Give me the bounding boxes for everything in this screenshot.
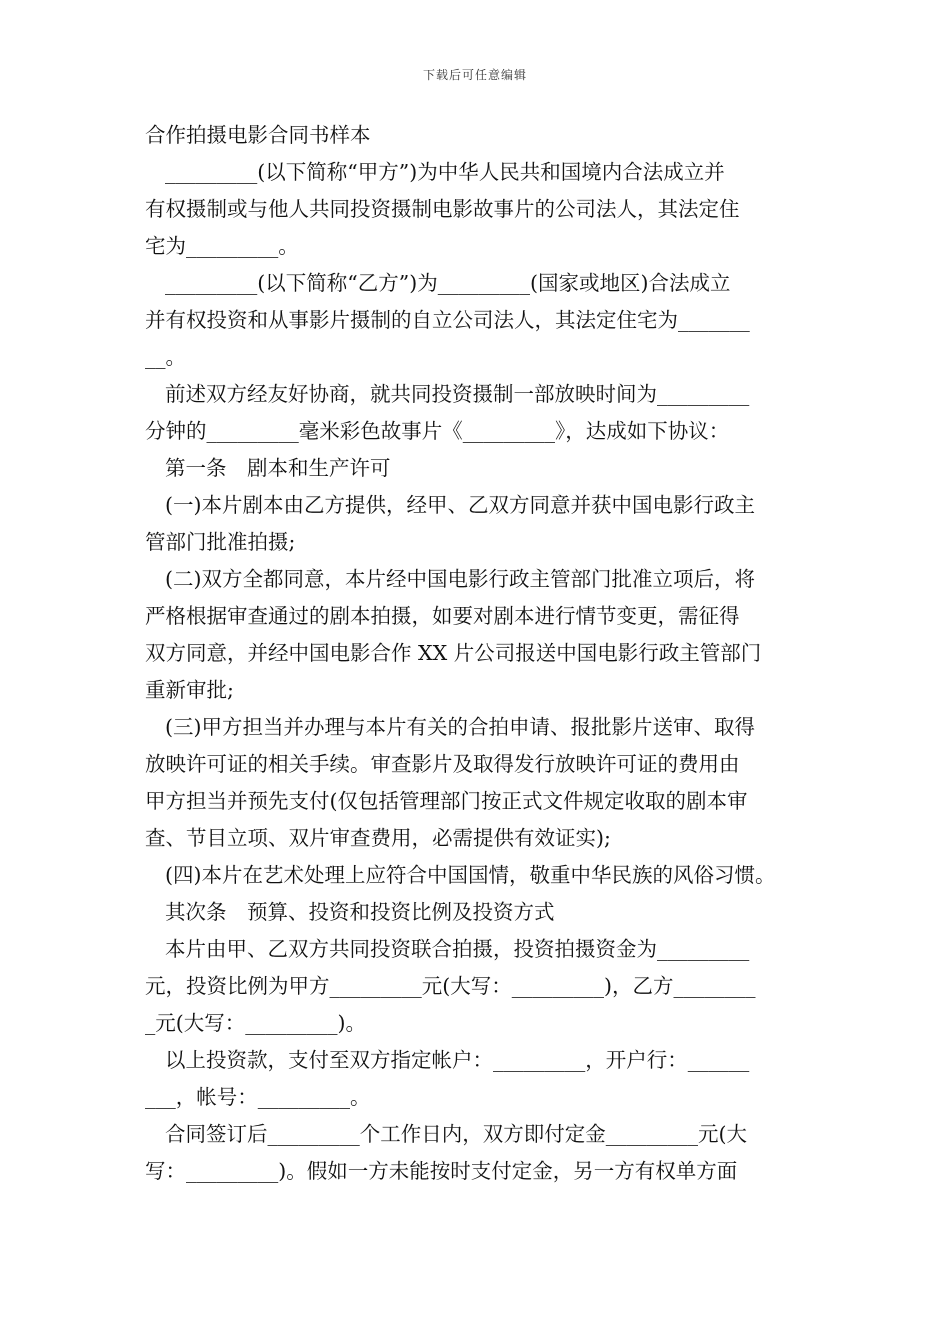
text-line: 本片由甲、乙双方共同投资联合拍摄，投资拍摄资金为_________ (165, 937, 750, 961)
text-line: _元(大写：_________)。 (145, 1011, 366, 1035)
text-line: 有权摄制或与他人共同投资摄制电影故事片的公司法人，其法定住 (145, 197, 740, 221)
text-line: _________(以下简称“甲方”)为中华人民共和国境内合法成立并 (165, 160, 725, 184)
text-line: 第一条 剧本和生产许可 (165, 456, 391, 480)
page-header: 下载后可任意编辑 (422, 68, 527, 82)
text-line: _________(以下简称“乙方”)为_________(国家或地区)合法成立 (165, 271, 731, 295)
text-line: 其次条 预算、投资和投资比例及投资方式 (165, 900, 555, 924)
text-line: 分钟的_________毫米彩色故事片《_________》，达成如下协议： (145, 419, 730, 443)
document-title: 合作拍摄电影合同书样本 (145, 123, 371, 147)
text-line: 甲方担当并预先支付(仅包括管理部门按正式文件规定收取的剧本审 (145, 789, 748, 813)
text-line: 并有权投资和从事影片摄制的自立公司法人，其法定住宅为_______ (145, 308, 750, 332)
text-line: ___，帐号：_________。 (145, 1085, 371, 1109)
text-line: 管部门批准拍摄; (145, 530, 296, 554)
text-line: 双方同意，并经中国电影合作 XX 片公司报送中国电影行政主管部门 (145, 641, 762, 665)
text-line: 元，投资比例为甲方_________元(大写：_________)，乙方________ (145, 974, 756, 998)
text-line: (二)双方全都同意，本片经中国电影行政主管部门批准立项后，将 (165, 567, 755, 591)
text-line: 查、节目立项、双片审查费用，必需提供有效证实); (145, 826, 611, 850)
text-line: (一)本片剧本由乙方提供，经甲、乙双方同意并获中国电影行政主 (165, 493, 755, 517)
text-line: 合同签订后_________个工作日内，双方即付定金_________元(大 (165, 1122, 747, 1146)
text-line: 严格根据审查通过的剧本拍摄，如要对剧本进行情节变更，需征得 (145, 604, 740, 628)
text-line: 写：_________)。假如一方未能按时支付定金，另一方有权单方面 (145, 1159, 738, 1183)
text-line: __。 (145, 345, 186, 369)
contract-body (145, 117, 810, 1190)
text-line: 前述双方经友好协商，就共同投资摄制一部放映时间为_________ (165, 382, 750, 406)
text-line: 宅为_________。 (145, 234, 299, 258)
text-line: (四)本片在艺术处理上应符合中国国情，敬重中华民族的风俗习惯。 (165, 863, 776, 887)
text-line: 重新审批; (145, 678, 234, 702)
text-line: (三)甲方担当并办理与本片有关的合拍申请、报批影片送审、取得 (165, 715, 755, 739)
text-line: 以上投资款，支付至双方指定帐户：_________，开户行：______ (165, 1048, 750, 1072)
text-line: 放映许可证的相关手续。审查影片及取得发行放映许可证的费用由 (145, 752, 740, 776)
